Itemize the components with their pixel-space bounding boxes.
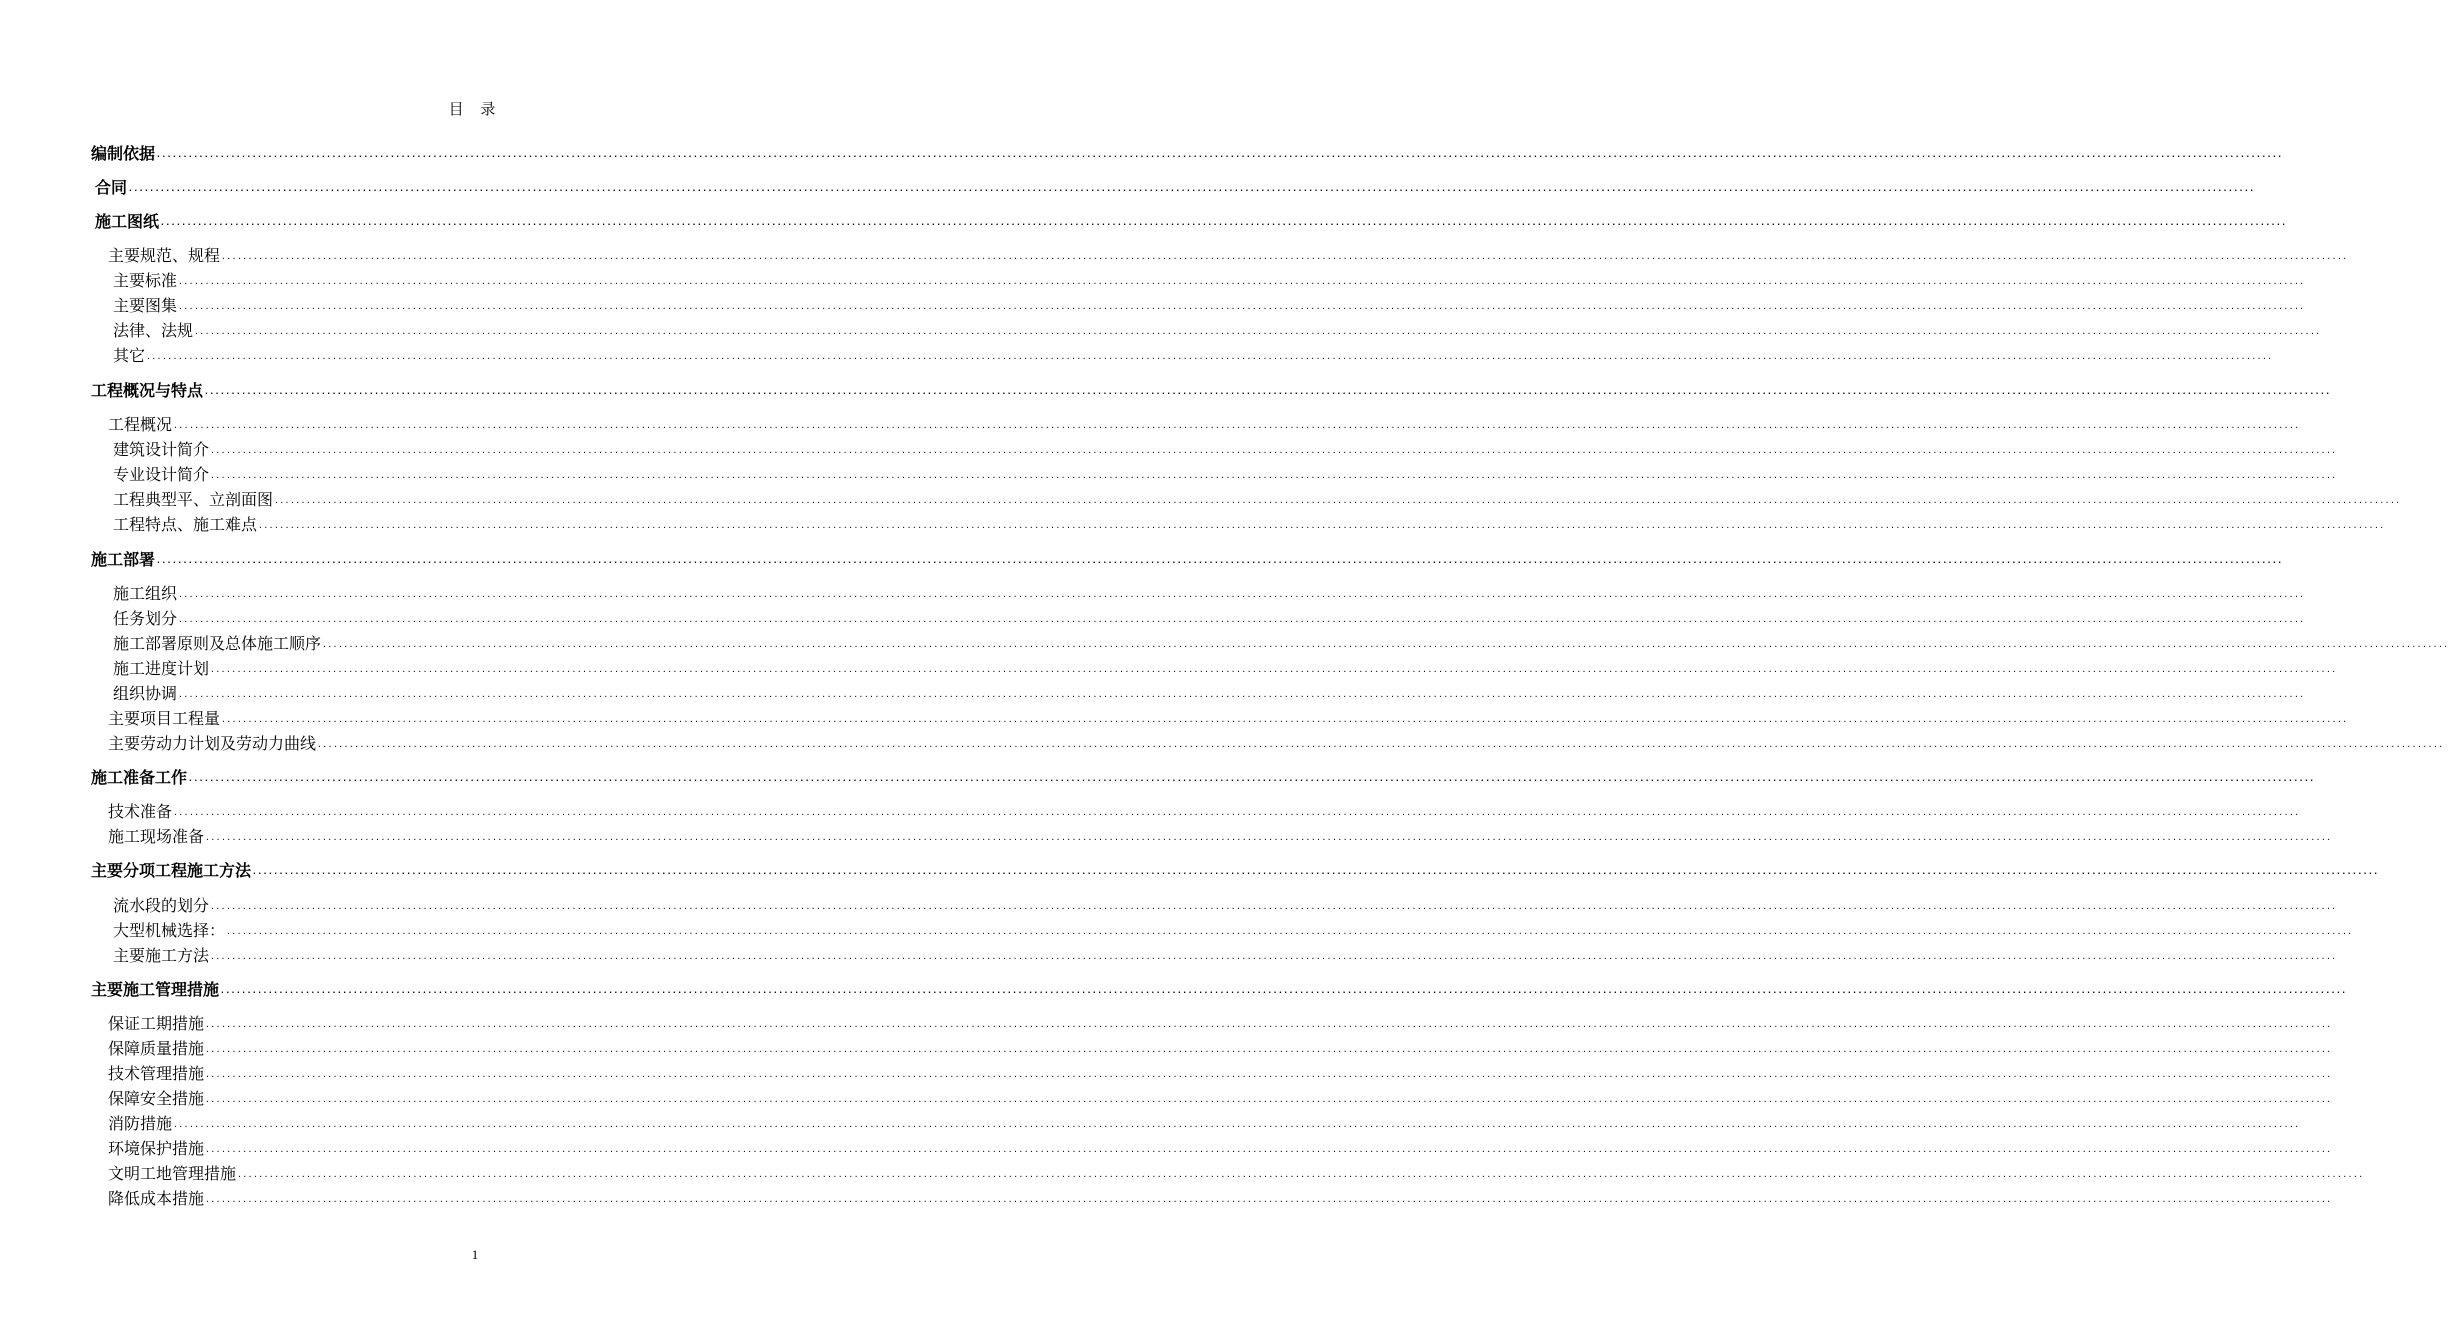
toc-heading[interactable] [91, 379, 2331, 401]
dot-leader: ................................................................................................................................................................................................................................................................................................................................................................................................................ [205, 1020, 2332, 1029]
dot-leader: ................................................................................................................................................................................................................................................................................................................................................................................................................ [128, 184, 2255, 193]
toc-heading[interactable] [95, 176, 2255, 198]
toc-entry-text: 主要项目工程量 [108, 709, 221, 728]
dot-leader: ................................................................................................................................................................................................................................................................................................................................................................................................................ [205, 1195, 2332, 1204]
dot-leader: ................................................................................................................................................................................................................................................................................................................................................................................................................ [204, 387, 2331, 396]
dot-leader: ................................................................................................................................................................................................................................................................................................................................................................................................................ [221, 252, 2348, 261]
dot-leader: ................................................................................................................................................................................................................................................................................................................................................................................................................ [146, 352, 2273, 361]
dot-leader: ................................................................................................................................................................................................................................................................................................................................................................................................................ [205, 1070, 2332, 1079]
toc-entry-text: 文明工地管理措施 [108, 1164, 237, 1183]
toc-entry-text: 大型机械选择： [113, 921, 226, 940]
toc-entry-text: 主要标准 [113, 271, 178, 290]
toc-entry-text: 工程概况 [108, 415, 173, 434]
dot-leader: ................................................................................................................................................................................................................................................................................................................................................................................................................ [274, 496, 2401, 505]
dot-leader: ................................................................................................................................................................................................................................................................................................................................................................................................................ [205, 1095, 2332, 1104]
toc-entry[interactable] [108, 1112, 2300, 1134]
toc-heading[interactable] [95, 210, 2287, 232]
dot-leader: ................................................................................................................................................................................................................................................................................................................................................................................................................ [210, 471, 2337, 480]
dot-leader: ................................................................................................................................................................................................................................................................................................................................................................................................................ [188, 774, 2315, 783]
toc-entry-text: 其它 [113, 346, 146, 365]
dot-leader: ................................................................................................................................................................................................................................................................................................................................................................................................................ [205, 1145, 2332, 1154]
page-number: 1 [471, 1247, 479, 1262]
dot-leader: ................................................................................................................................................................................................................................................................................................................................................................................................................ [210, 902, 2337, 911]
toc-entry-text: 主要规范、规程 [108, 246, 221, 265]
toc-entry-text: 技术管理措施 [108, 1064, 205, 1083]
toc-entry-text: 施工部署原则及总体施工顺序 [113, 634, 322, 653]
toc-entry-text: 流水段的划分 [113, 896, 210, 915]
toc-entry[interactable] [113, 632, 2449, 654]
toc-heading[interactable] [91, 978, 2347, 1000]
toc-entry-text: 任务划分 [113, 609, 178, 628]
toc-entry-text: 降低成本措施 [108, 1189, 205, 1208]
toc-entry-text: 工程特点、施工难点 [113, 515, 258, 534]
toc-heading[interactable] [91, 142, 2283, 164]
dot-leader: ................................................................................................................................................................................................................................................................................................................................................................................................................ [210, 446, 2337, 455]
toc-heading[interactable] [91, 766, 2315, 788]
toc-entry[interactable] [108, 707, 2348, 729]
toc-entry[interactable] [108, 825, 2332, 847]
dot-leader: ................................................................................................................................................................................................................................................................................................................................................................................................................ [178, 277, 2305, 286]
dot-leader: ................................................................................................................................................................................................................................................................................................................................................................................................................ [178, 302, 2305, 311]
toc-entry-text: 施工组织 [113, 584, 178, 603]
toc-heading[interactable] [91, 548, 2283, 570]
dot-leader: ................................................................................................................................................................................................................................................................................................................................................................................................................ [173, 421, 2300, 430]
toc-entry-text: 施工部署 [91, 550, 156, 569]
toc-entry[interactable] [113, 607, 2305, 629]
toc-entry[interactable] [108, 800, 2300, 822]
toc-entry[interactable] [108, 244, 2348, 266]
dot-leader: ................................................................................................................................................................................................................................................................................................................................................................................................................ [258, 521, 2385, 530]
toc-entry[interactable] [108, 1062, 2332, 1084]
toc-entry-text: 技术准备 [108, 802, 173, 821]
toc-entry[interactable] [108, 732, 2444, 754]
toc-entry[interactable] [113, 488, 2401, 510]
toc-entry-text: 施工现场准备 [108, 827, 205, 846]
dot-leader: ................................................................................................................................................................................................................................................................................................................................................................................................................ [173, 1120, 2300, 1129]
toc-heading[interactable] [91, 859, 2379, 881]
toc-entry-text: 工程概况与特点 [91, 381, 204, 400]
toc-entry[interactable] [113, 682, 2305, 704]
dot-leader: ................................................................................................................................................................................................................................................................................................................................................................................................................ [156, 150, 2283, 159]
dot-leader: ................................................................................................................................................................................................................................................................................................................................................................................................................ [210, 952, 2337, 961]
toc-entry[interactable] [108, 1162, 2364, 1184]
dot-leader: ................................................................................................................................................................................................................................................................................................................................................................................................................ [237, 1170, 2364, 1179]
toc-entry-text: 编制依据 [91, 144, 156, 163]
toc-entry[interactable] [108, 413, 2300, 435]
toc-entry[interactable] [113, 438, 2337, 460]
toc-entry-text: 保证工期措施 [108, 1014, 205, 1033]
toc-entry-text: 合同 [95, 178, 128, 197]
toc-entry-text: 组织协调 [113, 684, 178, 703]
toc-entry-text: 主要图集 [113, 296, 178, 315]
toc-entry-text: 主要施工管理措施 [91, 980, 220, 999]
toc-entry[interactable] [113, 513, 2385, 535]
toc-entry-text: 主要施工方法 [113, 946, 210, 965]
toc-entry-text: 建筑设计简介 [113, 440, 210, 459]
toc-entry[interactable] [108, 1187, 2332, 1209]
dot-leader: ................................................................................................................................................................................................................................................................................................................................................................................................................ [205, 1045, 2332, 1054]
toc-entry-text: 保障安全措施 [108, 1089, 205, 1108]
dot-leader: ................................................................................................................................................................................................................................................................................................................................................................................................................ [221, 715, 2348, 724]
toc-entry-text: 主要劳动力计划及劳动力曲线 [108, 734, 317, 753]
toc-entry-text: 环境保护措施 [108, 1139, 205, 1158]
toc-title: 目 录 [448, 100, 502, 118]
dot-leader: ................................................................................................................................................................................................................................................................................................................................................................................................................ [178, 590, 2305, 599]
toc-entry[interactable] [113, 269, 2305, 291]
toc-entry[interactable] [113, 894, 2337, 916]
dot-leader: ................................................................................................................................................................................................................................................................................................................................................................................................................ [210, 665, 2337, 674]
toc-entry-text: 施工进度计划 [113, 659, 210, 678]
toc-entry-text: 保障质量措施 [108, 1039, 205, 1058]
toc-entry[interactable] [108, 1012, 2332, 1034]
toc-entry[interactable] [113, 294, 2305, 316]
dot-leader: ................................................................................................................................................................................................................................................................................................................................................................................................................ [322, 640, 2449, 649]
toc-entry-text: 施工图纸 [95, 212, 160, 231]
dot-leader: ................................................................................................................................................................................................................................................................................................................................................................................................................ [173, 808, 2300, 817]
dot-leader: ................................................................................................................................................................................................................................................................................................................................................................................................................ [194, 327, 2321, 336]
dot-leader: ................................................................................................................................................................................................................................................................................................................................................................................................................ [226, 927, 2353, 936]
toc-entry-text: 主要分项工程施工方法 [91, 861, 252, 880]
toc-entry[interactable] [113, 463, 2337, 485]
dot-leader: ................................................................................................................................................................................................................................................................................................................................................................................................................ [178, 615, 2305, 624]
toc-entry[interactable] [113, 657, 2337, 679]
dot-leader: ................................................................................................................................................................................................................................................................................................................................................................................................................ [156, 556, 2283, 565]
toc-entry[interactable] [108, 1087, 2332, 1109]
toc-entry-text: 施工准备工作 [91, 768, 188, 787]
toc-entry[interactable] [113, 944, 2337, 966]
toc-entry-text: 法律、法规 [113, 321, 194, 340]
toc-entry-text: 工程典型平、立剖面图 [113, 490, 274, 509]
toc-entry[interactable] [113, 344, 2273, 366]
toc-entry-text: 消防措施 [108, 1114, 173, 1133]
toc-entry-text: 专业设计简介 [113, 465, 210, 484]
dot-leader: ................................................................................................................................................................................................................................................................................................................................................................................................................ [317, 740, 2444, 749]
toc-entry[interactable] [113, 582, 2305, 604]
toc-entry[interactable] [108, 1037, 2332, 1059]
dot-leader: ................................................................................................................................................................................................................................................................................................................................................................................................................ [178, 690, 2305, 699]
dot-leader: ................................................................................................................................................................................................................................................................................................................................................................................................................ [252, 867, 2379, 876]
dot-leader: ................................................................................................................................................................................................................................................................................................................................................................................................................ [220, 986, 2347, 995]
dot-leader: ................................................................................................................................................................................................................................................................................................................................................................................................................ [160, 218, 2287, 227]
toc-entry[interactable] [113, 919, 2353, 941]
toc-entry[interactable] [113, 319, 2321, 341]
toc-entry[interactable] [108, 1137, 2332, 1159]
dot-leader: ................................................................................................................................................................................................................................................................................................................................................................................................................ [205, 833, 2332, 842]
